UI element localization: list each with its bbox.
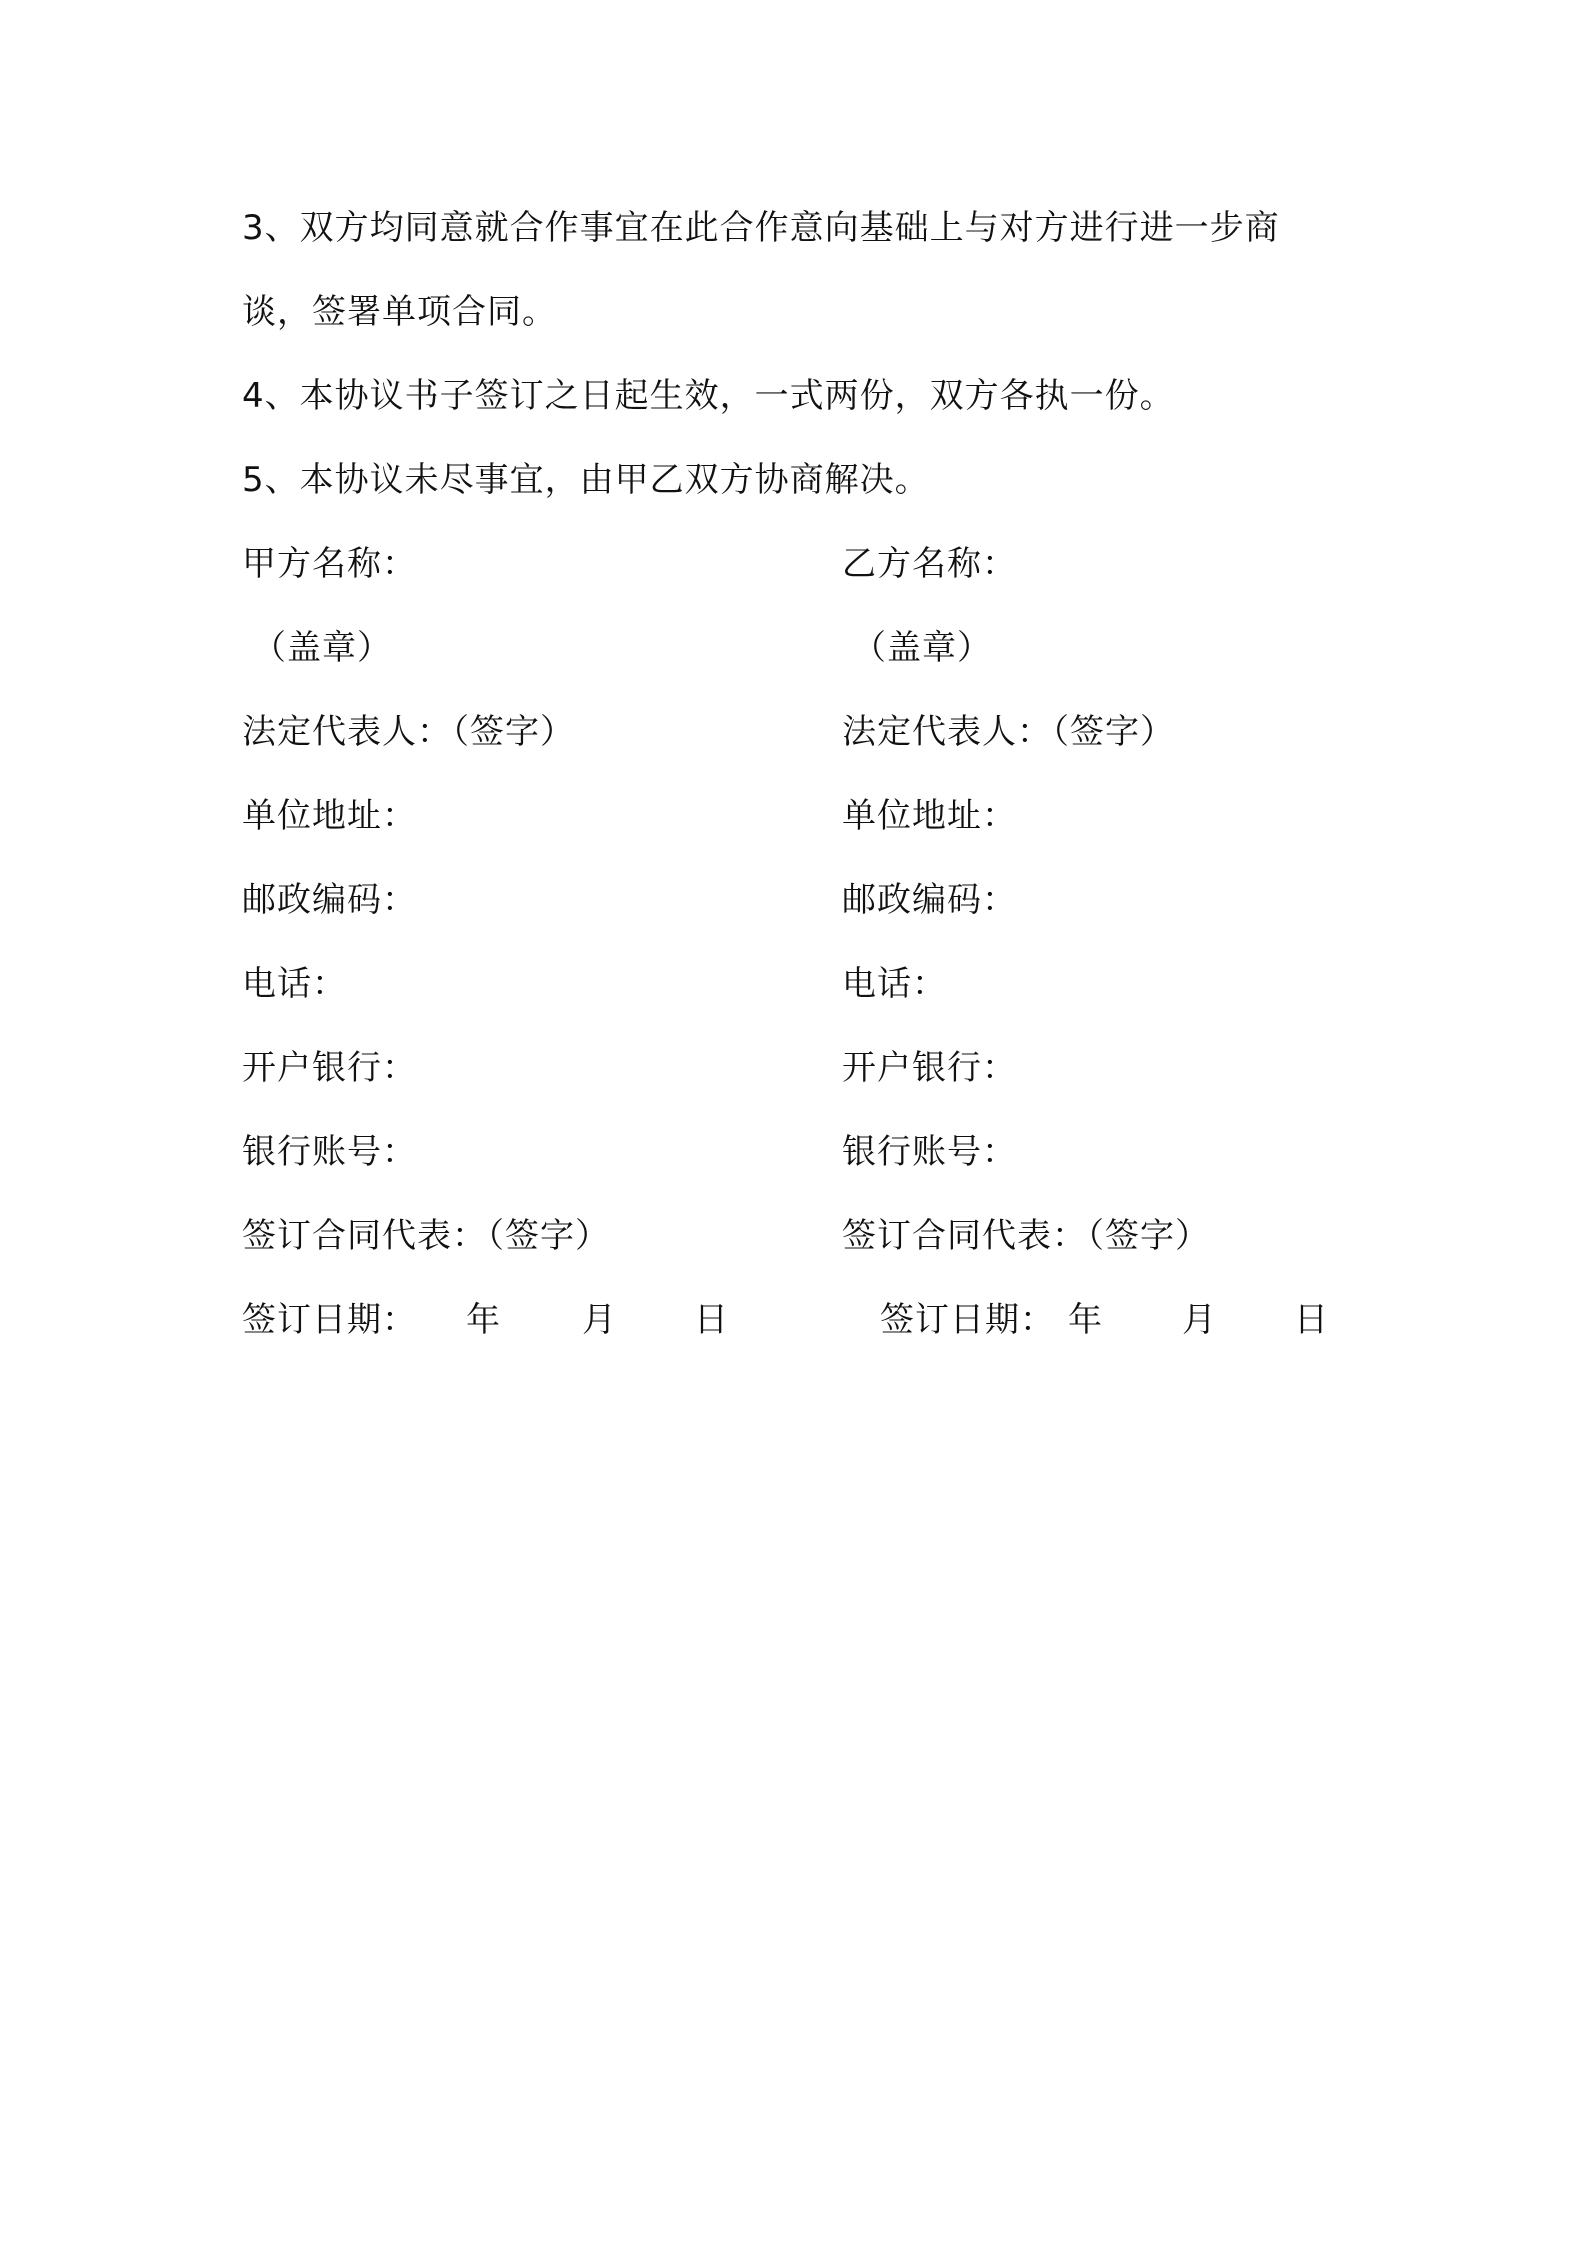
postcode-row [242, 880, 1392, 920]
party-b-signer: 签订合同代表：（签字） [842, 1216, 1210, 1256]
party-a-address: 单位地址： [242, 796, 417, 836]
party-b-day: 日 [1294, 1300, 1329, 1340]
party-a-date-label: 签订日期： [242, 1300, 417, 1340]
party-b-postcode: 邮政编码： [842, 880, 1017, 920]
phone-row [242, 964, 1392, 1004]
party-a-legal-rep: 法定代表人：（签字） [242, 712, 575, 752]
party-b-bank: 开户银行： [842, 1048, 1017, 1088]
seal-row [242, 628, 1392, 668]
party-a-bank: 开户银行： [242, 1048, 417, 1088]
clause-3-line-2: 谈，签署单项合同。 [242, 292, 557, 332]
legal-rep-row [242, 712, 1392, 752]
party-b-month: 月 [1182, 1300, 1217, 1340]
account-row [242, 1132, 1392, 1172]
party-a-seal: （盖章） [252, 628, 392, 668]
party-b-legal-rep: 法定代表人：（签字） [842, 712, 1175, 752]
party-b-address: 单位地址： [842, 796, 1017, 836]
date-row [242, 1300, 1392, 1340]
party-b-account: 银行账号： [842, 1132, 1017, 1172]
party-a-phone: 电话： [242, 964, 347, 1004]
party-a-signer: 签订合同代表：（签字） [242, 1216, 610, 1256]
party-a-postcode: 邮政编码： [242, 880, 417, 920]
party-b-seal: （盖章） [852, 628, 992, 668]
party-a-day: 日 [694, 1300, 729, 1340]
party-b-name-label: 乙方名称： [842, 544, 1017, 584]
party-a-year: 年 [466, 1300, 501, 1340]
clause-5: 5、本协议未尽事宜，由甲乙双方协商解决。 [242, 460, 930, 500]
party-a-month: 月 [582, 1300, 617, 1340]
party-b-phone: 电话： [842, 964, 947, 1004]
clause-3-line-1: 3、双方均同意就合作事宜在此合作意向基础上与对方进行进一步商 [242, 208, 1280, 248]
party-b-year: 年 [1068, 1300, 1103, 1340]
bank-row [242, 1048, 1392, 1088]
party-b-date-label: 签订日期： [880, 1300, 1055, 1340]
signer-row [242, 1216, 1392, 1256]
address-row [242, 796, 1392, 836]
party-a-account: 银行账号： [242, 1132, 417, 1172]
party-name-row [242, 544, 1392, 584]
party-a-name-label: 甲方名称： [242, 544, 417, 584]
clause-4: 4、本协议书子签订之日起生效，一式两份，双方各执一份。 [242, 376, 1175, 416]
